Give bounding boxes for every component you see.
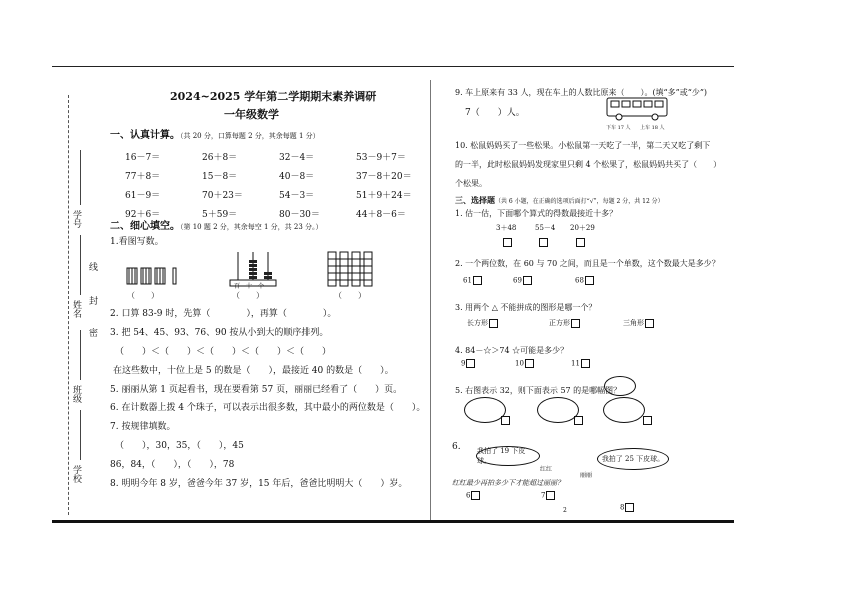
calc-item: 54－3＝ bbox=[279, 191, 315, 201]
choice-q3-opt-b-label: 正方形 bbox=[549, 319, 570, 327]
fill-q7-sequence-b: 86，84，（ ），（ ），78 bbox=[110, 460, 235, 470]
section-2-note: （第 10 题 2 分，其余每空 1 分，共 23 分。） bbox=[180, 223, 323, 231]
choice-q1-opt-b: 55－4 bbox=[535, 224, 556, 232]
choice-q2-opt-c bbox=[575, 276, 594, 285]
side-line bbox=[80, 150, 81, 205]
choice-q6-opt-a-label: 6 bbox=[466, 491, 471, 500]
calc-item: 16－7＝ bbox=[125, 153, 161, 163]
calc-row bbox=[125, 183, 433, 202]
choice-q1-opt-c: 20＋29 bbox=[570, 224, 595, 232]
choice-q2-checkbox-b[interactable] bbox=[523, 276, 532, 285]
choice-q4-opt-a-label: 9 bbox=[461, 359, 466, 368]
section-3-title: 三、选择题 bbox=[455, 195, 495, 205]
speaker-name-li: 丽丽 bbox=[580, 472, 593, 479]
choice-q3-checkbox-b[interactable] bbox=[571, 319, 580, 328]
calc-item: 40－8＝ bbox=[279, 172, 315, 182]
speech-bubble-hong: 我拍了 19 下皮球。 bbox=[476, 446, 540, 466]
calc-item: 44＋8－6＝ bbox=[356, 210, 406, 220]
fill-q9: 9. 车上原来有 33 人，现在车上的人数比原来（ ）。(填“多”或“少”) bbox=[455, 88, 708, 97]
calc-item: 26＋8＝ bbox=[202, 153, 238, 163]
choice-q6-checkbox-a[interactable] bbox=[471, 491, 480, 500]
calc-item: 15－8＝ bbox=[202, 172, 238, 182]
choice-q4-opt-b bbox=[515, 359, 534, 368]
choice-q3-opt-a-label: 长方形 bbox=[467, 319, 488, 327]
fill-q9-line2: 7（ ）人。 bbox=[465, 108, 525, 118]
reference-figure-32 bbox=[604, 376, 636, 396]
calc-row bbox=[125, 145, 433, 164]
calc-item: 51＋9＋24＝ bbox=[356, 191, 412, 201]
speaker-name-hong: 红红 bbox=[540, 466, 553, 473]
choice-q2-opt-c-label: 68 bbox=[575, 276, 584, 285]
choice-q2-opt-a bbox=[463, 276, 482, 285]
fill-q6: 6. 在计数器上拨 4 个珠子，可以表示出很多数，其中最小的两位数是（ ）。 bbox=[110, 403, 426, 413]
choice-q6-opt-b-label: 7 bbox=[541, 491, 546, 500]
choice-q6-number: 6. bbox=[452, 442, 461, 452]
calc-item: 92＋6＝ bbox=[125, 210, 161, 220]
section-1-heading bbox=[110, 126, 320, 141]
choice-q3-opt-b bbox=[549, 318, 580, 328]
seal-char-feng: 封 bbox=[87, 296, 97, 305]
side-label-class: 班级 bbox=[71, 385, 81, 403]
calc-row bbox=[125, 164, 433, 183]
choice-q4-opt-c bbox=[571, 359, 590, 368]
section-3-heading bbox=[455, 195, 664, 206]
choice-q4: 4. 84－☆＞74 ☆可能是多少？ bbox=[455, 346, 569, 355]
calc-item: 5＋59＝ bbox=[202, 210, 238, 220]
fill-q8: 8. 明明今年 8 岁，爸爸今年 37 岁，15 年后，爸爸比明明大（ ）岁。 bbox=[110, 479, 408, 489]
choice-q4-checkbox-a[interactable] bbox=[466, 359, 475, 368]
fill-q10-line3: 个松果。 bbox=[455, 179, 487, 188]
fill-q3-order: （ ）＜（ ）＜（ ）＜（ ）＜（ ） bbox=[115, 347, 332, 357]
section-2-heading bbox=[110, 217, 323, 232]
side-label-number: 学号 bbox=[71, 210, 81, 228]
choice-q1: 1. 估一估，下面哪个算式的得数最接近十多？ bbox=[455, 209, 618, 218]
section-1-note: （共 20 分，口算每题 2 分，其余每题 1 分） bbox=[180, 132, 320, 140]
calc-item: 37－8＋20＝ bbox=[356, 172, 412, 182]
choice-q5-checkbox-c[interactable] bbox=[643, 416, 652, 425]
bus-label-on: 上车 18 人 bbox=[640, 125, 665, 131]
choice-q6-opt-a bbox=[466, 491, 480, 500]
side-line bbox=[80, 330, 81, 380]
choice-q2-checkbox-a[interactable] bbox=[473, 276, 482, 285]
q1-blank-a[interactable]: （ ） bbox=[127, 291, 159, 300]
choice-q2-opt-b-label: 69 bbox=[513, 276, 522, 285]
sticks-figure bbox=[125, 264, 185, 288]
fill-q10-line2: 的一半，此时松鼠妈妈发现家里只剩 4 个松果了，松鼠妈妈共买了（ ） bbox=[455, 160, 722, 169]
choice-q6-opt-c-label: 8 bbox=[620, 503, 625, 512]
seal-char-mi: 密 bbox=[87, 328, 97, 337]
choice-q4-checkbox-c[interactable] bbox=[581, 359, 590, 368]
choice-q6-opt-b bbox=[541, 491, 555, 500]
choice-q4-opt-a bbox=[461, 359, 475, 368]
exam-subtitle: 一年级数学 bbox=[224, 108, 279, 121]
side-label-name: 姓名 bbox=[71, 300, 81, 318]
choice-q3-opt-c-label: 三角形 bbox=[623, 319, 644, 327]
choice-q5-figure-c bbox=[603, 397, 645, 423]
choice-q6-opt-c bbox=[620, 503, 634, 512]
choice-q3: 3. 用两个 △ 不能拼成的图形是哪一个？ bbox=[455, 303, 597, 312]
choice-q2-opt-a-label: 61 bbox=[463, 276, 472, 285]
calc-item: 32－4＝ bbox=[279, 153, 315, 163]
exam-title: 2024~2025 学年第二学期期末素养调研 bbox=[170, 90, 377, 103]
choice-q3-opt-c bbox=[623, 318, 654, 328]
choice-q1-checkbox-b[interactable] bbox=[539, 238, 548, 247]
choice-q2: 2. 一个两位数，在 60 与 70 之间，而且是一个单数，这个数最大是多少？ bbox=[455, 259, 720, 268]
abacus-place-labels: 百 十 个 bbox=[234, 283, 265, 290]
seal-char-xian: 线 bbox=[87, 262, 97, 271]
choice-q1-checkbox-c[interactable] bbox=[576, 238, 585, 247]
choice-q4-checkbox-b[interactable] bbox=[525, 359, 534, 368]
choice-q5-figure-b bbox=[537, 397, 579, 423]
calc-item: 53－9＋7＝ bbox=[356, 153, 406, 163]
section-1-title: 一、认真计算。 bbox=[110, 130, 180, 141]
choice-q6-checkbox-b[interactable] bbox=[546, 491, 555, 500]
side-label-school: 学校 bbox=[71, 465, 81, 483]
choice-q5-checkbox-a[interactable] bbox=[501, 416, 510, 425]
side-line bbox=[80, 235, 81, 295]
choice-q2-opt-b bbox=[513, 276, 532, 285]
calc-item: 61－9＝ bbox=[125, 191, 161, 201]
q1-blank-c[interactable]: （ ） bbox=[334, 291, 366, 300]
choice-q3-checkbox-c[interactable] bbox=[645, 319, 654, 328]
choice-q5-checkbox-b[interactable] bbox=[574, 416, 583, 425]
choice-q4-opt-c-label: 11 bbox=[571, 359, 580, 368]
choice-q1-checkbox-a[interactable] bbox=[503, 238, 512, 247]
fill-q7: 7. 按规律填数。 bbox=[110, 422, 176, 432]
speech-bubble-li: 我拍了 25 下皮球。 bbox=[597, 448, 669, 470]
choice-q2-checkbox-c[interactable] bbox=[585, 276, 594, 285]
choice-q5-figure-a bbox=[464, 397, 506, 423]
fill-q3: 3. 把 54、45、93、76、90 按从小到大的顺序排列。 bbox=[110, 328, 329, 338]
fill-q2: 2. 口算 83-9 时，先算（ ），再算（ ）。 bbox=[110, 309, 337, 319]
calc-item: 80－30＝ bbox=[279, 210, 320, 220]
bottom-rule bbox=[52, 520, 734, 523]
choice-q6-checkbox-c[interactable] bbox=[625, 503, 634, 512]
choice-q1-opt-a: 3＋48 bbox=[496, 224, 517, 232]
fill-q10: 10. 松鼠妈妈买了一些松果。小松鼠第一天吃了一半，第二天又吃了剩下 bbox=[455, 141, 711, 150]
section-2-title: 二、细心填空。 bbox=[110, 221, 180, 232]
cubes-figure bbox=[326, 250, 382, 290]
calc-item: 70＋23＝ bbox=[202, 191, 243, 201]
side-line bbox=[80, 410, 81, 460]
choice-q4-opt-b-label: 10 bbox=[515, 359, 524, 368]
bus-label-off: 下车 17 人 bbox=[606, 125, 631, 131]
page-number: 2 bbox=[563, 507, 567, 514]
q1-blank-b[interactable]: （ ） bbox=[232, 291, 264, 300]
fill-q5: 5. 丽丽从第 1 页起看书，现在要看第 57 页，丽丽已经看了（ ）页。 bbox=[110, 385, 403, 395]
section-3-note: （共 6 小题，在正确的选项后面打“√”，每题 2 分，共 12 分） bbox=[495, 198, 664, 205]
choice-q6: 红红最少再拍多少下才能超过丽丽？ bbox=[452, 479, 564, 487]
choice-q5: 5. 右图表示 32，则下面表示 57 的是哪幅图？ bbox=[455, 386, 622, 395]
choice-q3-checkbox-a[interactable] bbox=[489, 319, 498, 328]
fill-q4: 在这些数中，十位上是 5 的数是（ ），最接近 40 的数是（ ）。 bbox=[113, 366, 394, 376]
fill-q1: 1.看图写数。 bbox=[110, 237, 164, 247]
choice-q3-opt-a bbox=[467, 318, 498, 328]
calc-item: 77＋8＝ bbox=[125, 172, 161, 182]
top-rule bbox=[52, 66, 734, 67]
fill-q7-sequence-a: （ ），30，35，（ ），45 bbox=[115, 441, 244, 451]
